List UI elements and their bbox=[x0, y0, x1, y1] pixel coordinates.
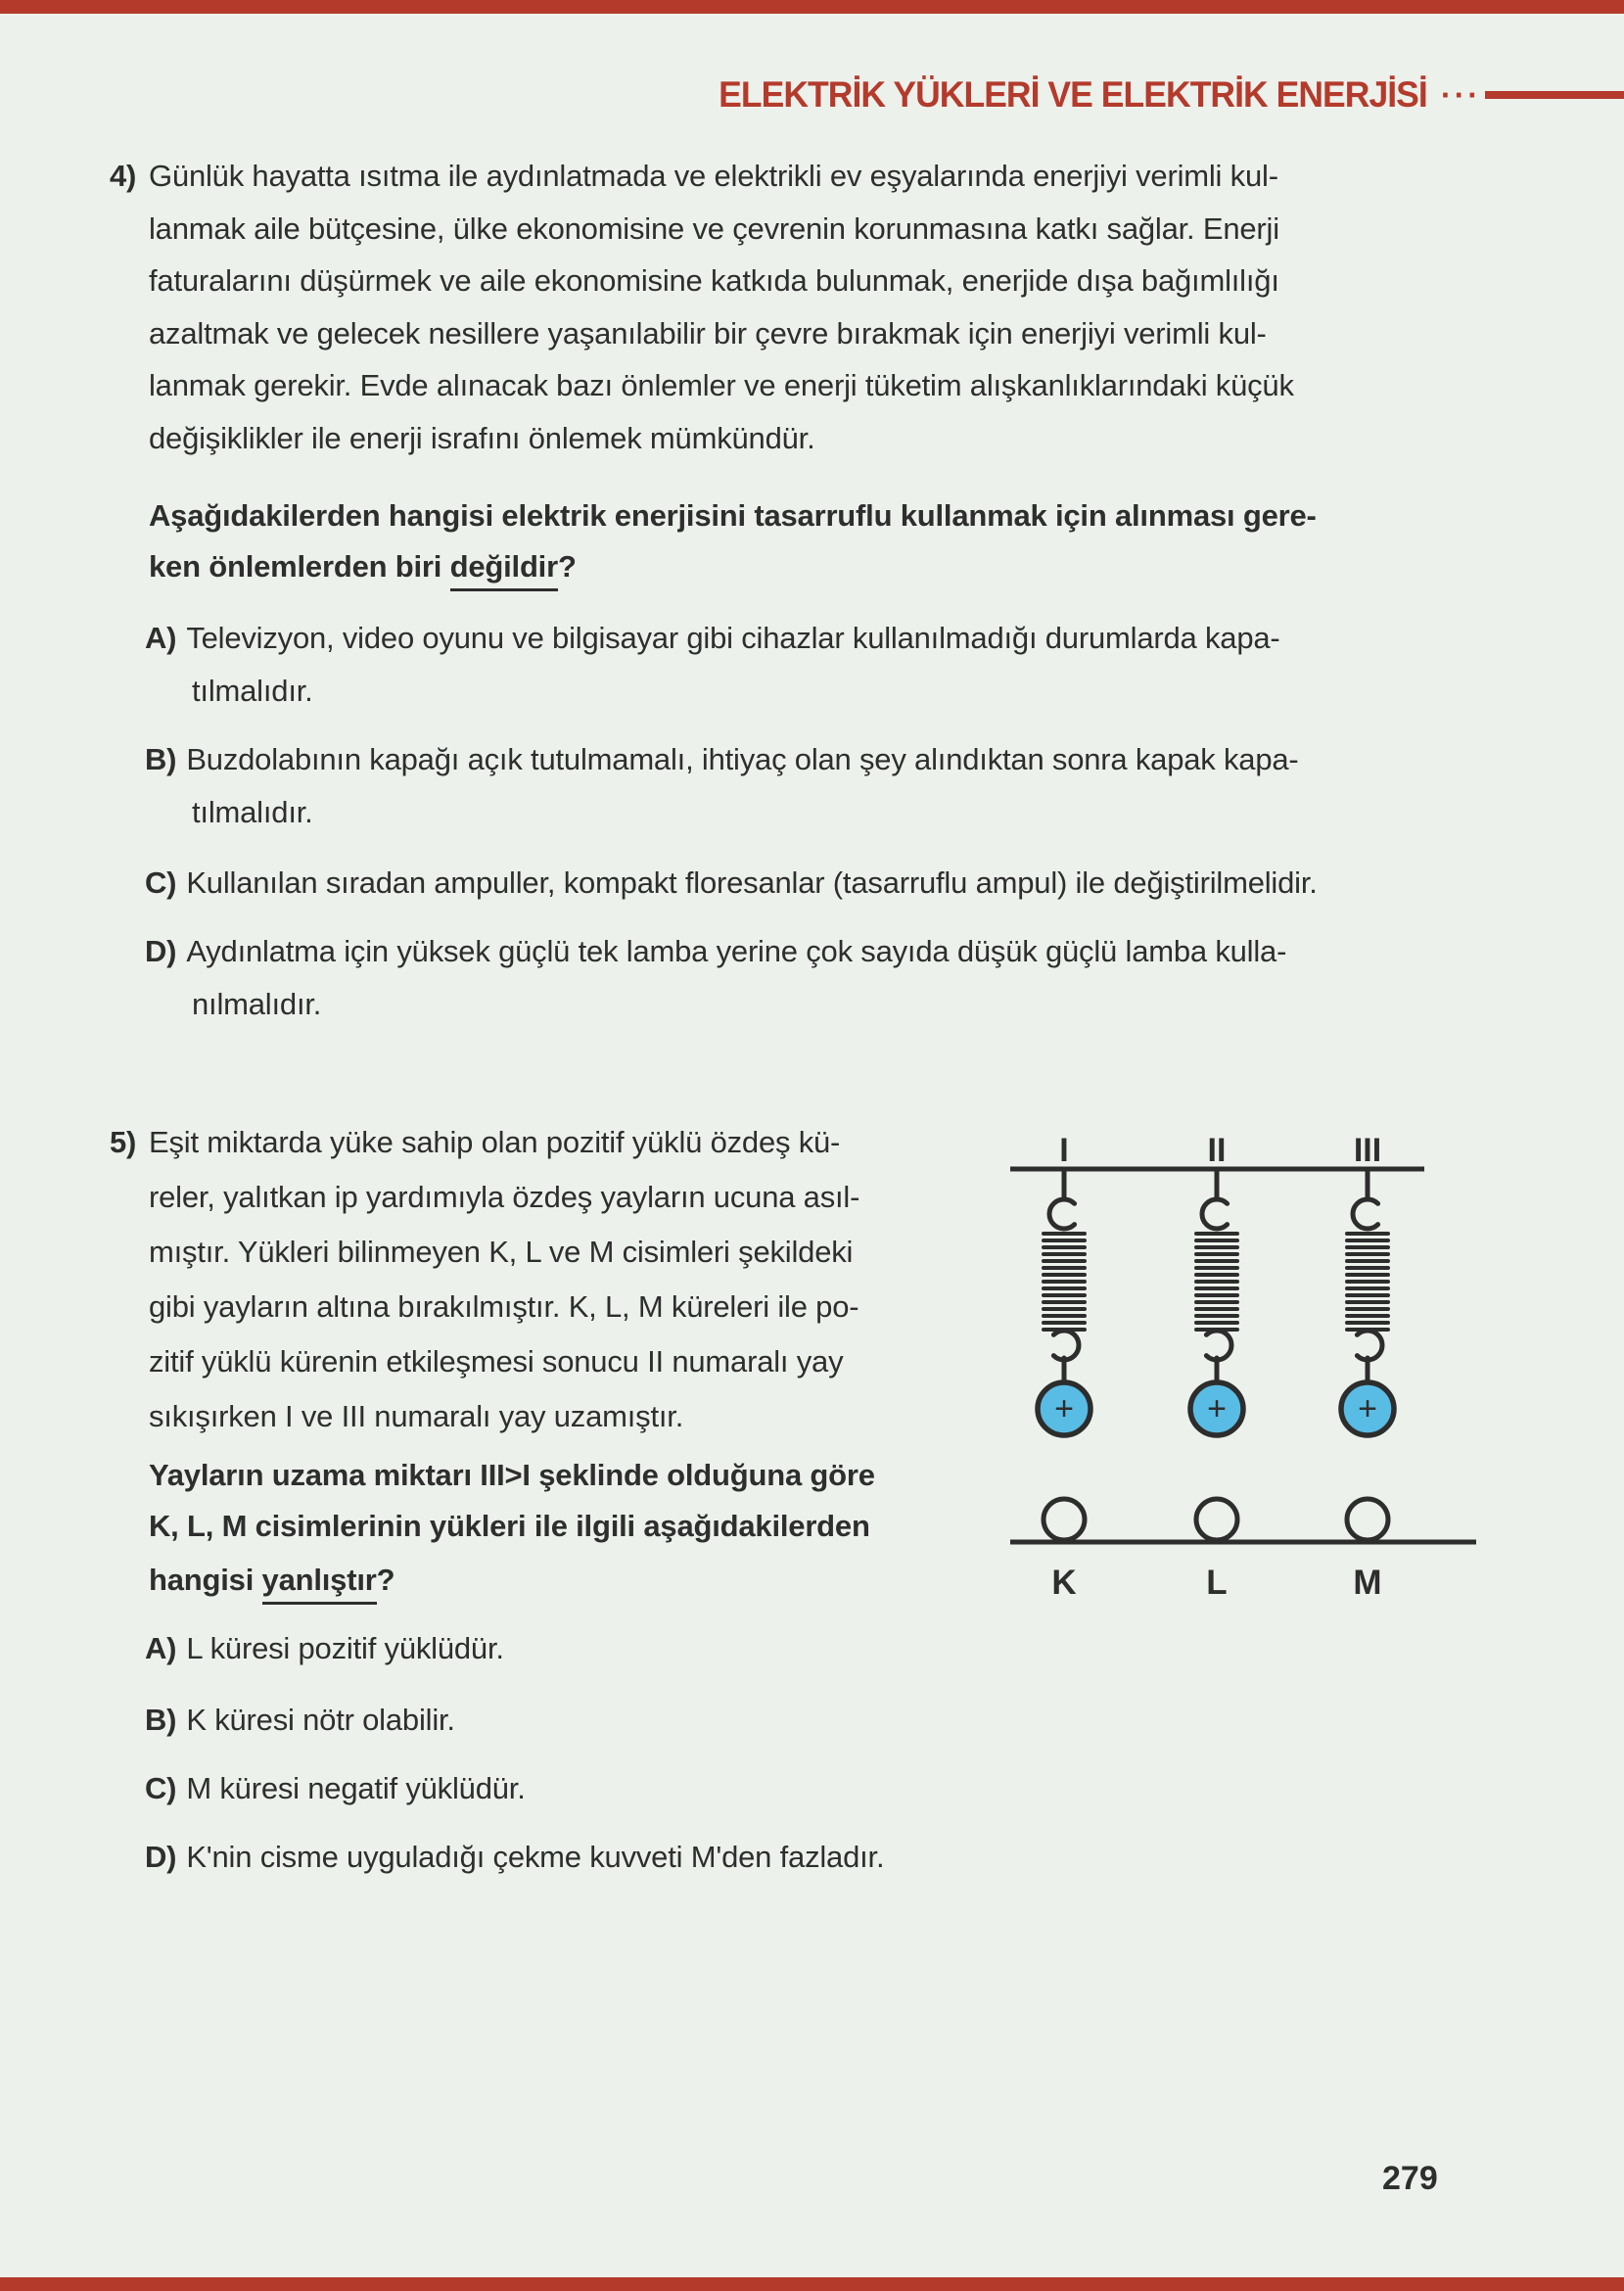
bottom-accent-bar bbox=[0, 2277, 1624, 2291]
q4-number: 4) bbox=[110, 159, 137, 193]
q4-option-b bbox=[145, 740, 1299, 779]
q4-underlined-word: değildir bbox=[450, 549, 558, 591]
q5-question-bold-line: Yayların uzama miktarı III>I şeklinde olduğuna göre bbox=[149, 1458, 875, 1492]
spring-label-3: III bbox=[1353, 1132, 1382, 1169]
top-accent-bar bbox=[0, 0, 1624, 14]
q5-line: Eşit miktarda yüke sahip olan pozitif yüklü özdeş kü- bbox=[149, 1125, 841, 1159]
q4-option-b-label: B) bbox=[145, 742, 177, 776]
spring-label-2: II bbox=[1207, 1132, 1227, 1169]
sphere-label-l: L bbox=[1206, 1564, 1228, 1602]
q5-underlined-word: yanlıştır bbox=[262, 1563, 377, 1605]
q4-line: azaltmak ve gelecek nesillere yaşanılabilir bir çevre bırakmak için enerjiyi verimli kul- bbox=[149, 316, 1267, 351]
q4-option-b-cont: tılmalıdır. bbox=[192, 795, 313, 829]
q4-option-a-text: Televizyon, video oyunu ve bilgisayar gibi cihazlar kullanılmadığı durumlarda kapa- bbox=[186, 621, 1280, 655]
q5-number: 5) bbox=[110, 1125, 137, 1159]
q5-question-bold-line bbox=[149, 1561, 394, 1600]
page-number: 279 bbox=[1382, 2160, 1438, 2197]
q5-option-a bbox=[145, 1629, 504, 1668]
positive-charge-symbol: + bbox=[1207, 1390, 1227, 1427]
q4-option-c-text: Kullanılan sıradan ampuller, kompakt floresanlar (tasarruflu ampul) ile değiştirilmelidir. bbox=[186, 865, 1318, 900]
q4-option-a bbox=[145, 619, 1280, 658]
q5-option-b-text: K küresi nötr olabilir. bbox=[186, 1703, 455, 1737]
q5-bold-pre: hangisi bbox=[149, 1563, 262, 1597]
q5-option-d-label: D) bbox=[145, 1840, 177, 1874]
q4-question-bold-line bbox=[149, 547, 577, 586]
q5-question-bold-line: K, L, M cisimlerinin yükleri ile ilgili aşağıdakilerden bbox=[149, 1509, 870, 1543]
q5-option-b-label: B) bbox=[145, 1703, 177, 1737]
springs-diagram bbox=[989, 1106, 1537, 1655]
q4-line: değişiklikler ile enerji israfını önlemek mümkündür. bbox=[149, 421, 815, 455]
q4-option-a-cont: tılmalıdır. bbox=[192, 674, 313, 708]
q5-line: zitif yüklü kürenin etkileşmesi sonucu II numaralı yay bbox=[149, 1344, 844, 1379]
q4-option-b-text: Buzdolabının kapağı açık tutulmamalı, ihtiyaç olan şey alındıktan sonra kapak kapa- bbox=[186, 742, 1299, 776]
q5-option-c bbox=[145, 1769, 526, 1808]
q5-option-a-label: A) bbox=[145, 1631, 177, 1665]
q4-line: faturalarını düşürmek ve aile ekonomisine katkıda bulunmak, enerjide dışa bağımlılığı bbox=[149, 263, 1279, 298]
q4-question-mark: ? bbox=[557, 549, 577, 584]
sphere-l bbox=[1196, 1499, 1237, 1540]
q5-line: reler, yalıtkan ip yardımıyla özdeş yayların ucuna asıl- bbox=[149, 1180, 860, 1214]
q5-question-mark: ? bbox=[376, 1563, 395, 1597]
q5-option-c-text: M küresi negatif yüklüdür. bbox=[186, 1771, 526, 1805]
q5-line: mıştır. Yükleri bilinmeyen K, L ve M cisimleri şekildeki bbox=[149, 1235, 854, 1269]
sphere-label-m: M bbox=[1353, 1564, 1382, 1602]
header-dots-decoration: ··· bbox=[1441, 77, 1481, 113]
chapter-title: ELEKTRİK YÜKLERİ VE ELEKTRİK ENERJİSİ bbox=[719, 74, 1428, 115]
spring-label-1: I bbox=[1059, 1132, 1069, 1169]
q5-option-c-label: C) bbox=[145, 1771, 177, 1805]
q5-line: sıkışırken I ve III numaralı yay uzamıştır. bbox=[149, 1399, 684, 1433]
q4-option-d-label: D) bbox=[145, 934, 177, 968]
q4-option-d-text: Aydınlatma için yüksek güçlü tek lamba yerine çok sayıda düşük güçlü lamba kulla- bbox=[186, 934, 1287, 968]
q5-option-a-text: L küresi pozitif yüklüdür. bbox=[186, 1631, 504, 1665]
q4-option-a-label: A) bbox=[145, 621, 177, 655]
q5-option-d-text: K'nin cisme uyguladığı çekme kuvveti M'den fazladır. bbox=[186, 1840, 885, 1874]
q4-line: lanmak gerekir. Evde alınacak bazı önlemler ve enerji tüketim alışkanlıklarındaki küçük bbox=[149, 368, 1294, 402]
q4-question-bold-line: Aşağıdakilerden hangisi elektrik enerjisini tasarruflu kullanmak için alınması gere- bbox=[149, 498, 1317, 533]
q5-option-b bbox=[145, 1701, 455, 1740]
q4-option-d bbox=[145, 932, 1286, 971]
q4-option-c bbox=[145, 864, 1318, 903]
sphere-label-k: K bbox=[1051, 1564, 1077, 1602]
q4-option-c-label: C) bbox=[145, 865, 177, 900]
q4-bold-pre: ken önlemlerden biri bbox=[149, 549, 450, 584]
chapter-header bbox=[0, 72, 1624, 117]
q4-option-d-cont: nılmalıdır. bbox=[192, 987, 322, 1021]
positive-charge-symbol: + bbox=[1054, 1390, 1074, 1427]
positive-charge-symbol: + bbox=[1358, 1390, 1377, 1427]
q4-line: Günlük hayatta ısıtma ile aydınlatmada ve elektrikli ev eşyalarında enerjiyi verimli kul- bbox=[149, 159, 1278, 193]
q5-line: gibi yayların altına bırakılmıştır. K, L, M küreleri ile po- bbox=[149, 1289, 859, 1324]
sphere-k bbox=[1044, 1499, 1085, 1540]
sphere-m bbox=[1347, 1499, 1388, 1540]
q5-option-d bbox=[145, 1838, 884, 1877]
header-rule-line bbox=[1485, 91, 1624, 99]
q4-line: lanmak aile bütçesine, ülke ekonomisine ve çevrenin korunmasına katkı sağlar. Enerji bbox=[149, 211, 1279, 246]
